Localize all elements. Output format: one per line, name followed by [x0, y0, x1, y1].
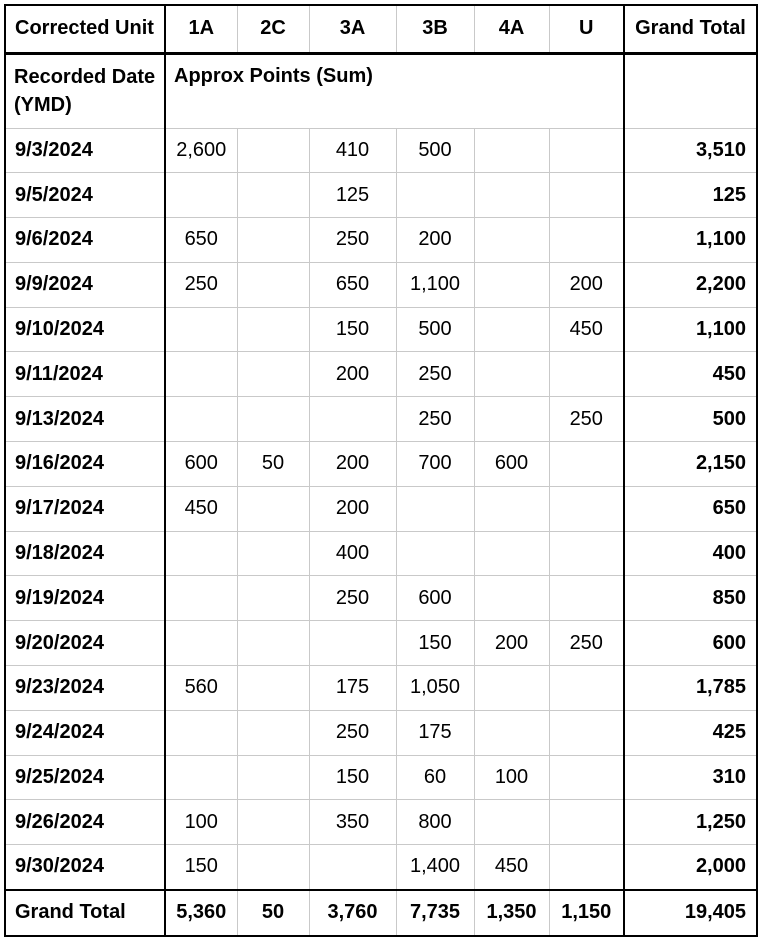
- row-grand-total-cell[interactable]: 2,200: [624, 262, 757, 307]
- value-cell[interactable]: [549, 531, 624, 576]
- value-cell[interactable]: 175: [309, 666, 396, 711]
- value-cell[interactable]: [474, 397, 549, 442]
- value-cell[interactable]: [549, 442, 624, 487]
- table-row: [5, 576, 757, 621]
- value-cell[interactable]: [474, 218, 549, 263]
- value-cell[interactable]: [237, 262, 309, 307]
- table-row: [5, 800, 757, 845]
- value-cell[interactable]: [237, 621, 309, 666]
- value-cell[interactable]: [237, 352, 309, 397]
- value-cell[interactable]: [237, 397, 309, 442]
- value-cell[interactable]: [474, 128, 549, 173]
- value-cell[interactable]: [549, 800, 624, 845]
- value-cell[interactable]: [474, 800, 549, 845]
- value-cell[interactable]: 1,400: [396, 845, 474, 890]
- value-cell[interactable]: [309, 397, 396, 442]
- row-grand-total-cell[interactable]: 2,000: [624, 845, 757, 890]
- value-cell[interactable]: [549, 666, 624, 711]
- value-cell[interactable]: [165, 352, 237, 397]
- values-header-row: [5, 53, 757, 128]
- table-row: [5, 262, 757, 307]
- row-grand-total-cell[interactable]: 125: [624, 173, 757, 218]
- table-row: [5, 397, 757, 442]
- row-grand-total-cell[interactable]: 1,785: [624, 666, 757, 711]
- pivot-body: [5, 128, 757, 890]
- value-cell[interactable]: [549, 173, 624, 218]
- value-cell[interactable]: 200: [474, 621, 549, 666]
- row-date-label[interactable]: 9/13/2024: [5, 397, 165, 442]
- value-cell[interactable]: [237, 218, 309, 263]
- value-cell[interactable]: 600: [165, 442, 237, 487]
- grand-total-cell[interactable]: 1,150: [549, 890, 624, 936]
- table-row: [5, 666, 757, 711]
- row-date-label[interactable]: 9/25/2024: [5, 755, 165, 800]
- values-header-grand-total-blank: [624, 53, 757, 128]
- value-cell[interactable]: 250: [396, 397, 474, 442]
- row-date-label[interactable]: 9/11/2024: [5, 352, 165, 397]
- value-cell[interactable]: 500: [396, 307, 474, 352]
- value-cell[interactable]: 560: [165, 666, 237, 711]
- value-cell[interactable]: 700: [396, 442, 474, 487]
- row-date-label[interactable]: 9/5/2024: [5, 173, 165, 218]
- value-cell[interactable]: 200: [309, 352, 396, 397]
- value-cell[interactable]: [396, 531, 474, 576]
- value-cell[interactable]: [549, 576, 624, 621]
- value-cell[interactable]: [237, 800, 309, 845]
- row-date-label[interactable]: 9/19/2024: [5, 576, 165, 621]
- values-header-blank: [549, 53, 624, 128]
- table-row: [5, 845, 757, 890]
- value-cell[interactable]: 600: [474, 442, 549, 487]
- row-grand-total-cell[interactable]: 500: [624, 397, 757, 442]
- value-cell[interactable]: 450: [474, 845, 549, 890]
- value-cell[interactable]: [549, 218, 624, 263]
- value-cell[interactable]: [549, 845, 624, 890]
- value-cell[interactable]: 600: [396, 576, 474, 621]
- row-grand-total-cell[interactable]: 425: [624, 710, 757, 755]
- value-cell[interactable]: [237, 755, 309, 800]
- value-cell[interactable]: [237, 845, 309, 890]
- value-cell[interactable]: 250: [549, 397, 624, 442]
- table-row: [5, 621, 757, 666]
- value-cell[interactable]: [474, 173, 549, 218]
- grand-total-cell[interactable]: 1,350: [474, 890, 549, 936]
- row-date-label[interactable]: 9/17/2024: [5, 486, 165, 531]
- value-cell[interactable]: [237, 576, 309, 621]
- row-date-label[interactable]: 9/16/2024: [5, 442, 165, 487]
- row-date-label[interactable]: 9/18/2024: [5, 531, 165, 576]
- value-cell[interactable]: 100: [474, 755, 549, 800]
- row-grand-total-cell[interactable]: 450: [624, 352, 757, 397]
- value-cell[interactable]: [165, 621, 237, 666]
- column-header-1a: 1A: [165, 5, 237, 53]
- value-cell[interactable]: [474, 531, 549, 576]
- value-cell[interactable]: [474, 576, 549, 621]
- value-cell[interactable]: [474, 307, 549, 352]
- value-cell[interactable]: 60: [396, 755, 474, 800]
- row-date-label[interactable]: 9/30/2024: [5, 845, 165, 890]
- value-cell[interactable]: 150: [309, 755, 396, 800]
- value-cell[interactable]: 150: [165, 845, 237, 890]
- value-cell[interactable]: [237, 128, 309, 173]
- value-cell[interactable]: [237, 531, 309, 576]
- value-cell[interactable]: [549, 128, 624, 173]
- value-cell[interactable]: [165, 397, 237, 442]
- table-row: [5, 128, 757, 173]
- value-cell[interactable]: [549, 710, 624, 755]
- value-cell[interactable]: 450: [165, 486, 237, 531]
- row-date-label[interactable]: 9/6/2024: [5, 218, 165, 263]
- value-cell[interactable]: 150: [396, 621, 474, 666]
- grand-total-cell[interactable]: 5,360: [165, 890, 237, 936]
- value-cell[interactable]: [165, 173, 237, 218]
- pivot-table: [4, 4, 758, 937]
- value-cell[interactable]: [309, 621, 396, 666]
- value-cell[interactable]: [165, 755, 237, 800]
- value-cell[interactable]: [474, 262, 549, 307]
- values-field-label: Approx Points (Sum): [165, 53, 396, 128]
- table-row: [5, 486, 757, 531]
- value-cell[interactable]: [549, 352, 624, 397]
- table-row: [5, 531, 757, 576]
- row-date-label[interactable]: 9/10/2024: [5, 307, 165, 352]
- value-cell[interactable]: [474, 486, 549, 531]
- value-cell[interactable]: [474, 666, 549, 711]
- value-cell[interactable]: [237, 710, 309, 755]
- value-cell[interactable]: 200: [396, 218, 474, 263]
- value-cell[interactable]: [165, 710, 237, 755]
- table-row: [5, 442, 757, 487]
- value-cell[interactable]: [396, 486, 474, 531]
- row-date-label[interactable]: 9/3/2024: [5, 128, 165, 173]
- value-cell[interactable]: [165, 307, 237, 352]
- value-cell[interactable]: 100: [165, 800, 237, 845]
- value-cell[interactable]: 150: [309, 307, 396, 352]
- row-date-label[interactable]: 9/9/2024: [5, 262, 165, 307]
- value-cell[interactable]: 1,100: [396, 262, 474, 307]
- value-cell[interactable]: 350: [309, 800, 396, 845]
- value-cell[interactable]: 200: [309, 442, 396, 487]
- value-cell[interactable]: 250: [549, 621, 624, 666]
- row-date-label[interactable]: 9/24/2024: [5, 710, 165, 755]
- value-cell[interactable]: [165, 576, 237, 621]
- value-cell[interactable]: [474, 352, 549, 397]
- row-date-label[interactable]: 9/20/2024: [5, 621, 165, 666]
- grand-total-cell[interactable]: 50: [237, 890, 309, 936]
- value-cell[interactable]: [549, 755, 624, 800]
- row-grand-total-cell[interactable]: 310: [624, 755, 757, 800]
- value-cell[interactable]: 125: [309, 173, 396, 218]
- values-header-blank: [396, 53, 474, 128]
- value-cell[interactable]: [549, 486, 624, 531]
- row-field-header[interactable]: Recorded Date (YMD): [5, 53, 165, 128]
- column-header-2c: 2C: [237, 5, 309, 53]
- value-cell[interactable]: 250: [396, 352, 474, 397]
- value-cell[interactable]: 410: [309, 128, 396, 173]
- table-row: [5, 755, 757, 800]
- value-cell[interactable]: [474, 710, 549, 755]
- column-header-3b: 3B: [396, 5, 474, 53]
- row-grand-total-cell[interactable]: 1,100: [624, 218, 757, 263]
- column-header-4a: 4A: [474, 5, 549, 53]
- row-grand-total-cell[interactable]: 850: [624, 576, 757, 621]
- value-cell[interactable]: 1,050: [396, 666, 474, 711]
- row-grand-total-cell[interactable]: 650: [624, 486, 757, 531]
- row-date-label[interactable]: 9/26/2024: [5, 800, 165, 845]
- grand-total-row: [5, 890, 757, 936]
- grand-total-cell[interactable]: 7,735: [396, 890, 474, 936]
- value-cell[interactable]: 2,600: [165, 128, 237, 173]
- value-cell[interactable]: [396, 173, 474, 218]
- value-cell[interactable]: [237, 307, 309, 352]
- row-grand-total-cell[interactable]: 400: [624, 531, 757, 576]
- value-cell[interactable]: 400: [309, 531, 396, 576]
- value-cell[interactable]: 250: [309, 576, 396, 621]
- row-grand-total-cell[interactable]: 2,150: [624, 442, 757, 487]
- value-cell[interactable]: 250: [309, 710, 396, 755]
- value-cell[interactable]: 250: [165, 262, 237, 307]
- value-cell[interactable]: 200: [549, 262, 624, 307]
- table-row: [5, 218, 757, 263]
- value-cell[interactable]: 200: [309, 486, 396, 531]
- column-header-u: U: [549, 5, 624, 53]
- value-cell[interactable]: 650: [165, 218, 237, 263]
- value-cell[interactable]: [237, 173, 309, 218]
- column-header-3a: 3A: [309, 5, 396, 53]
- column-header-grand-total: Grand Total: [624, 5, 757, 53]
- value-cell[interactable]: 50: [237, 442, 309, 487]
- table-row: [5, 307, 757, 352]
- row-date-label[interactable]: 9/23/2024: [5, 666, 165, 711]
- value-cell[interactable]: 500: [396, 128, 474, 173]
- value-cell[interactable]: 250: [309, 218, 396, 263]
- column-header-row: [5, 5, 757, 53]
- grand-total-cell[interactable]: 3,760: [309, 890, 396, 936]
- value-cell[interactable]: 175: [396, 710, 474, 755]
- value-cell[interactable]: 650: [309, 262, 396, 307]
- value-cell[interactable]: 450: [549, 307, 624, 352]
- table-row: [5, 173, 757, 218]
- value-cell[interactable]: 800: [396, 800, 474, 845]
- grand-total-overall[interactable]: 19,405: [624, 890, 757, 936]
- row-grand-total-cell[interactable]: 3,510: [624, 128, 757, 173]
- row-grand-total-cell[interactable]: 1,250: [624, 800, 757, 845]
- value-cell[interactable]: [165, 531, 237, 576]
- value-cell[interactable]: [237, 486, 309, 531]
- value-cell[interactable]: [237, 666, 309, 711]
- value-cell[interactable]: [309, 845, 396, 890]
- table-row: [5, 352, 757, 397]
- row-grand-total-cell[interactable]: 600: [624, 621, 757, 666]
- row-grand-total-cell[interactable]: 1,100: [624, 307, 757, 352]
- grand-total-row-label: Grand Total: [5, 890, 165, 936]
- column-field-header[interactable]: Corrected Unit: [5, 5, 165, 53]
- values-header-blank: [474, 53, 549, 128]
- table-row: [5, 710, 757, 755]
